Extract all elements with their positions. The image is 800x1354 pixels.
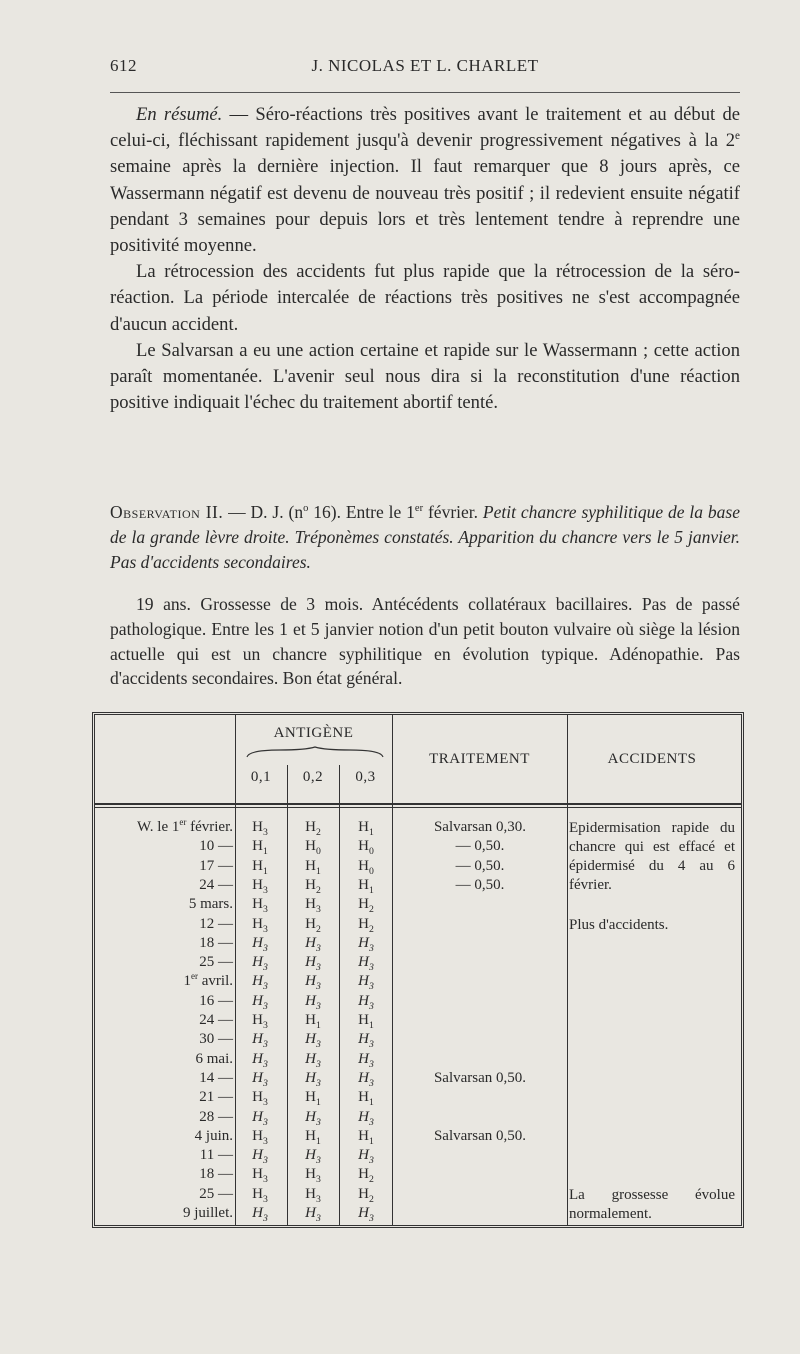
observation-description: Petit chancre syphilitique de la base de la grande lèvre droite. Tréponèmes constatés. Apparition du chancre vers le 5 janvier. Pas d'accidents secondaires. <box>110 502 740 572</box>
sup-er: er <box>414 503 424 515</box>
obs-num: 16). Entre le 1 <box>308 502 415 522</box>
antigene-value: $H_2$ <box>305 915 321 935</box>
antigene-value: $H_2$ <box>358 1185 374 1205</box>
row-date: 16 — <box>199 992 233 1009</box>
row-date: 18 — <box>199 1166 233 1183</box>
table-row <box>95 973 741 992</box>
antigene-value: $H_3$ <box>305 954 321 974</box>
antigene-value: $H_3$ <box>252 1069 268 1089</box>
row-date: 28 — <box>199 1108 233 1125</box>
antigene-value: $H_2$ <box>305 819 321 838</box>
row-date: W. le 1er février. <box>137 817 233 835</box>
antigene-value: $H_3$ <box>305 1205 321 1224</box>
antigene-value: $H_2$ <box>358 896 374 916</box>
traitement-header: TRAITEMENT <box>429 751 530 767</box>
obs-id: — D. J. (n <box>223 502 304 522</box>
table-row <box>95 1109 741 1128</box>
antigene-value: $H_3$ <box>358 934 374 954</box>
antigene-value: $H_3$ <box>252 1031 268 1051</box>
summary-section <box>110 102 740 416</box>
row-date: 4 juin. <box>194 1127 233 1144</box>
history-paragraph: 19 ans. Grossesse de 3 mois. Antécédents collatéraux bacillaires. Pas de passé pathologique. Entre les 1 et 5 janvier notion d'un petit bouton vulvaire où siège la lésion actuelle qui est un chancre syphilitique en évolution typique. Adénopathie. Pas d'accidents secondaires. Bon état général. <box>110 594 740 689</box>
antigene-col-3: 0,3 <box>355 769 376 785</box>
row-date: 6 mai. <box>195 1050 233 1067</box>
antigene-value: $H_0$ <box>305 838 321 858</box>
accident-entry: Epidermisation rapide du chancre qui est effacé et épidermisé du 4 au 6 février. <box>569 820 735 893</box>
antigene-value: $H_3$ <box>305 1031 321 1051</box>
page-header <box>110 56 740 80</box>
table-row <box>95 993 741 1012</box>
antigene-value: $H_1$ <box>305 1089 321 1109</box>
header-rule <box>95 803 741 805</box>
antigene-value: $H_3$ <box>252 896 268 916</box>
antigene-value: $H_3$ <box>358 992 374 1012</box>
antigene-value: $H_3$ <box>358 1050 374 1070</box>
sup-o: o <box>303 503 309 515</box>
antigene-value: $H_3$ <box>252 1012 268 1031</box>
table-row <box>95 1147 741 1166</box>
accident-entry: La grossesse évolue normalement. <box>569 1186 735 1222</box>
antigene-value: $H_3$ <box>305 1166 321 1186</box>
antigene-value: $H_3$ <box>252 973 268 993</box>
table-row <box>95 1031 741 1050</box>
traitement-entry: Salvarsan 0,30. <box>433 819 527 835</box>
antigene-value: $H_3$ <box>305 896 321 916</box>
antigene-value: $H_1$ <box>305 1012 321 1031</box>
running-title: J. NICOLAS ET L. CHARLET <box>311 56 539 75</box>
row-date: 11 — <box>199 1147 233 1164</box>
table-row <box>95 1012 741 1031</box>
row-date: 25 — <box>199 954 233 971</box>
antigene-value: $H_3$ <box>252 876 268 896</box>
header-rule <box>95 807 741 808</box>
summary-text-a: — Séro-réactions très positives avant le traitement et au début de celui-ci, fléchissant rapidement jusqu'à devenir progressivement négatives à la 2 <box>110 104 740 152</box>
accidents-header: ACCIDENTS <box>607 751 697 767</box>
antigene-value: $H_3$ <box>305 1147 321 1167</box>
row-date: 24 — <box>199 1012 233 1028</box>
header-rule <box>110 92 740 93</box>
antigene-value: $H_3$ <box>252 1127 268 1147</box>
patient-history <box>110 592 740 691</box>
summary-lead: En résumé. <box>136 104 223 125</box>
antigene-value: $H_3$ <box>305 1108 321 1128</box>
antigene-value: $H_3$ <box>252 1166 268 1186</box>
antigene-value: $H_3$ <box>305 1185 321 1205</box>
antigene-value: $H_3$ <box>252 954 268 974</box>
antigene-value: $H_1$ <box>358 1127 374 1147</box>
serology-table <box>92 712 744 1228</box>
antigene-value: $H_3$ <box>252 819 268 838</box>
row-date: 17 — <box>199 857 233 874</box>
obs-date: février. <box>423 502 483 522</box>
antigene-value: $H_2$ <box>358 915 374 935</box>
antigene-value: $H_3$ <box>252 934 268 954</box>
observation-heading <box>110 500 740 574</box>
table-row <box>95 896 741 915</box>
row-date: 24 — <box>199 876 233 893</box>
antigene-value: $H_3$ <box>358 1205 374 1224</box>
antigene-value: $H_3$ <box>252 1108 268 1128</box>
antigene-value: $H_3$ <box>305 973 321 993</box>
antigene-value: $H_3$ <box>305 1050 321 1070</box>
traitement-entry: — 0,50. <box>455 838 505 855</box>
antigene-value: $H_3$ <box>252 915 268 935</box>
antigene-value: $H_1$ <box>252 857 268 877</box>
antigene-col-2: 0,2 <box>302 769 324 785</box>
antigene-value: $H_3$ <box>358 954 374 974</box>
antigene-value: $H_3$ <box>358 1031 374 1051</box>
antigene-value: $H_3$ <box>252 1050 268 1070</box>
antigene-value: $H_1$ <box>305 857 321 877</box>
table-row <box>95 954 741 973</box>
row-date: 21 — <box>199 1089 233 1106</box>
antigene-value: $H_1$ <box>305 1127 321 1147</box>
summary-paragraph-1 <box>110 102 740 259</box>
antigene-value: $H_3$ <box>252 1185 268 1205</box>
table-row <box>95 935 741 954</box>
antigene-value: $H_3$ <box>358 973 374 993</box>
antigene-value: $H_3$ <box>305 992 321 1012</box>
row-date: 1er avril. <box>183 971 233 990</box>
antigene-value: $H_3$ <box>358 1069 374 1089</box>
row-date: 25 — <box>199 1185 233 1202</box>
row-date: 12 — <box>199 915 233 932</box>
antigene-value: $H_1$ <box>358 819 374 838</box>
antigene-value: $H_3$ <box>358 1108 374 1128</box>
antigene-value: $H_3$ <box>305 934 321 954</box>
traitement-entry: — 0,50. <box>455 876 505 893</box>
antigene-value: $H_3$ <box>252 1089 268 1109</box>
sup-e: e <box>735 130 740 143</box>
row-date: 30 — <box>199 1031 233 1048</box>
antigene-header: ANTIGÈNE <box>273 725 354 741</box>
antigene-col-1: 0,1 <box>250 769 272 785</box>
antigene-value: $H_0$ <box>358 857 374 877</box>
traitement-entry: Salvarsan 0,50. <box>433 1069 527 1086</box>
antigene-value: $H_3$ <box>358 1147 374 1167</box>
antigene-value: $H_0$ <box>358 838 374 858</box>
brace-icon <box>245 745 385 759</box>
accident-entry: Plus d'accidents. <box>569 916 669 933</box>
page-number: 612 <box>110 56 137 75</box>
row-date: 5 mars. <box>188 896 233 913</box>
antigene-value: $H_1$ <box>252 838 268 858</box>
summary-paragraph-3: Le Salvarsan a eu une action certaine et rapide sur le Wassermann ; cette action paraît momentanée. L'avenir seul nous dira si la reconstitution d'une réaction positive indiquait l'échec du traitement abortif tenté. <box>110 339 740 414</box>
row-date: 14 — <box>199 1069 233 1086</box>
antigene-value: $H_2$ <box>305 876 321 896</box>
antigene-value: $H_3$ <box>252 1205 268 1224</box>
antigene-value: $H_1$ <box>358 876 374 896</box>
traitement-entry: — 0,50. <box>455 857 505 874</box>
antigene-value: $H_3$ <box>252 992 268 1012</box>
row-date: 9 juillet. <box>183 1205 233 1221</box>
antigene-value: $H_1$ <box>358 1089 374 1109</box>
table-row <box>95 1051 741 1070</box>
table-row <box>95 1166 741 1185</box>
antigene-value: $H_2$ <box>358 1166 374 1186</box>
traitement-entry: Salvarsan 0,50. <box>433 1127 527 1144</box>
summary-paragraph-2: La rétrocession des accidents fut plus rapide que la rétrocession de la séro-réaction. La période intercalée de réactions très positives ne s'est accompagnée d'aucun accident. <box>110 261 740 335</box>
row-date: 10 — <box>199 838 233 855</box>
row-date: 18 — <box>199 934 233 951</box>
observation-label: Observation II. <box>110 502 224 522</box>
antigene-value: $H_3$ <box>305 1069 321 1089</box>
table-row <box>95 1089 741 1108</box>
summary-text-b: semaine après la dernière injection. Il faut remarquer que 8 jours après, ce Wassermann négatif est devenu de nouveau très positif ; il redevient ensuite négatif pendant 3 semaines pour depuis lors et très lentement tendre à reprendre une positivité moyenne. <box>110 156 740 257</box>
antigene-value: $H_1$ <box>358 1012 374 1031</box>
antigene-value: $H_3$ <box>252 1147 268 1167</box>
